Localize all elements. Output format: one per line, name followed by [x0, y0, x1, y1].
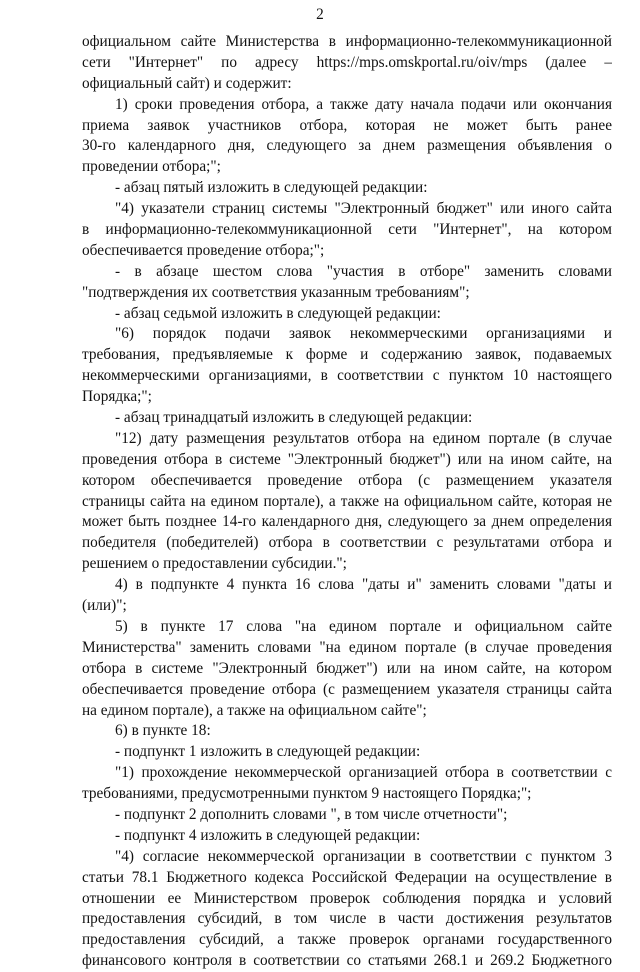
text-line: страницы сайта на едином портале), а также на официальном сайте, которая не: [82, 492, 612, 510]
page-number: 2: [316, 6, 324, 23]
text-line: официальном сайте Министерства в информационно-телекоммуникационной: [82, 33, 612, 50]
text-line: финансового контроля в соответствии со статьями 268.1 и 269.2 Бюджетного: [82, 952, 612, 970]
text-line: - абзац пятый изложить в следующей редакции:: [115, 179, 428, 197]
text-line: отношении ее Министерством проверок соблюдения порядка и условий: [82, 889, 612, 907]
text-line: проведения отбора в системе "Электронный бюджет") или на ином сайте, на: [82, 450, 612, 468]
text-line: "1) прохождение некоммерческой организацией отбора в соответствии с: [115, 764, 612, 782]
text-line: котором обеспечивается проведение отбора (с размещением указателя: [82, 471, 612, 489]
text-line: требованиями, предусмотренными пунктом 9 настоящего Порядка;";: [82, 785, 532, 803]
text-line: предоставления субсидий, а также проверок органами государственного: [82, 931, 612, 949]
text-line: 30-го календарного дня, следующего за днем размещения объявления о: [82, 137, 612, 155]
text-line: предоставления субсидий, в том числе в части достижения результатов: [82, 910, 612, 928]
text-line: "6) порядок подачи заявок некоммерческими организациями и: [115, 325, 612, 343]
text-line: "4) указатели страниц системы "Электронный бюджет" или иного сайта: [115, 200, 612, 218]
text-line: статьи 78.1 Бюджетного кодекса Российской Федерации на осуществление в: [82, 868, 612, 886]
text-line: - в абзаце шестом слова "участия в отборе" заменить словами: [115, 262, 612, 280]
text-line: - абзац тринадцатый изложить в следующей редакции:: [115, 409, 473, 427]
text-line: приема заявок участников отбора, которая не может быть ранее: [82, 116, 612, 134]
text-line: отбора в системе "Электронный бюджет") или на ином сайте, на котором: [82, 659, 612, 677]
text-line: некоммерческими организациями, в соответствии с пунктом 10 настоящего: [82, 367, 612, 385]
text-line: - подпункт 2 дополнить словами ", в том числе отчетности";: [115, 805, 508, 823]
text-line: проведении отбора;";: [82, 158, 221, 176]
text-line: - абзац седьмой изложить в следующей редакции:: [115, 304, 441, 322]
text-line: обеспечивается проведение отбора (с размещением указателя страницы сайта: [82, 680, 612, 698]
text-line: "4) согласие некоммерческой организации в соответствии с пунктом 3: [115, 847, 612, 865]
text-line: (или)";: [82, 597, 127, 615]
text-line: "подтверждения их соответствия указанным требованиям";: [82, 283, 470, 301]
text-line: "12) дату размещения результатов отбора на едином портале (в случае: [115, 429, 612, 447]
text-line: требования, предъявляемые к форме и содержанию заявок, подаваемых: [82, 346, 612, 364]
text-line: 1) сроки проведения отбора, а также дату начала подачи или окончания: [115, 95, 612, 113]
text-line: 4) в подпункте 4 пункта 16 слова "даты и" заменить словами "даты и: [115, 576, 612, 594]
text-line: в информационно-телекоммуникационной сети "Интернет", на котором: [82, 221, 612, 239]
text-line: официальный сайт) и содержит:: [82, 74, 292, 92]
text-line: - подпункт 4 изложить в следующей редакции:: [115, 826, 421, 844]
text-line: обеспечивается проведение отбора;";: [82, 241, 325, 259]
text-line: на едином портале), а также на официальном сайте";: [82, 701, 427, 719]
text-line: 6) в пункте 18:: [115, 722, 211, 740]
text-line: - подпункт 1 изложить в следующей редакции:: [115, 743, 421, 761]
text-line: может быть позднее 14-го календарного дня, следующего за днем определения: [82, 513, 612, 531]
text-line: сети "Интернет" по адресу https://mps.omskportal.ru/oiv/mps (далее –: [82, 53, 612, 71]
body-text: [82, 32, 612, 972]
text-line: Министерства" заменить словами "на едином портале (в случае проведения: [82, 638, 612, 656]
text-line: 5) в пункте 17 слова "на едином портале и официальном сайте: [115, 617, 612, 635]
text-line: победителя (победителей) отбора в соответствии с результатами отбора и: [82, 534, 612, 552]
text-line: Порядка;";: [82, 388, 152, 406]
text-line: решением о предоставлении субсидии.";: [82, 555, 347, 573]
